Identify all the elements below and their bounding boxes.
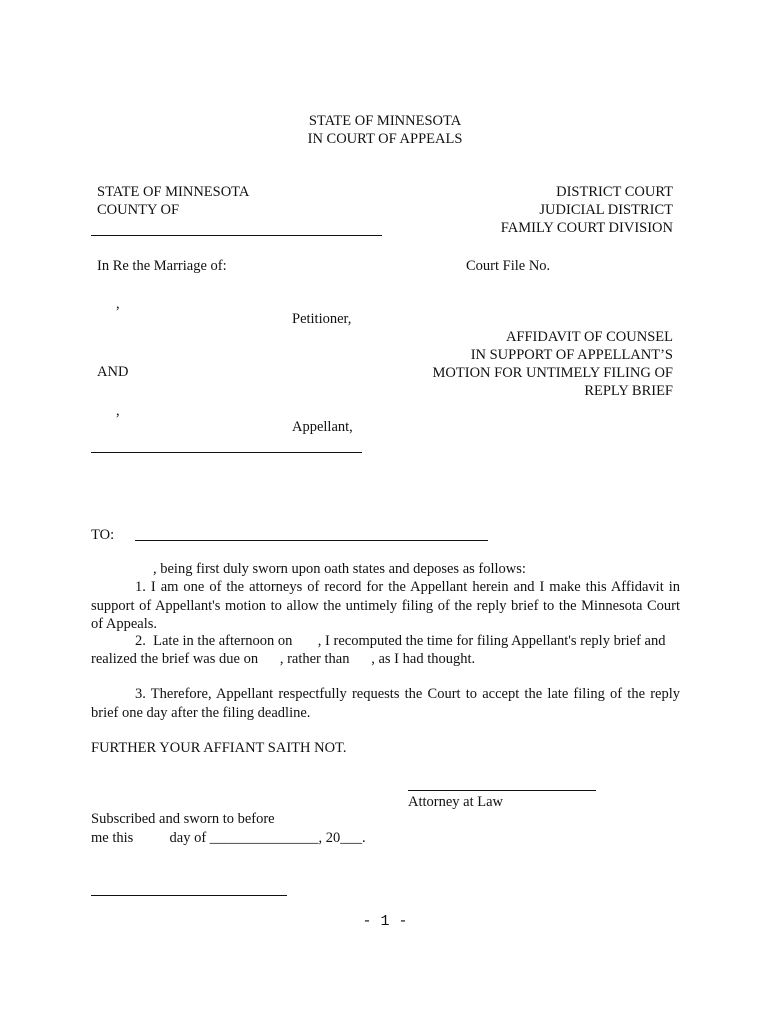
court-state-heading: STATE OF MINNESOTA <box>308 113 462 129</box>
and-label: AND <box>97 364 129 380</box>
title-line-4: REPLY BRIEF <box>584 383 673 399</box>
paragraph-2-line-2: realized the brief was due on , rather than , as I had thought. <box>91 651 476 667</box>
to-label: TO: <box>91 527 115 543</box>
venue-state: STATE OF MINNESOTA <box>97 184 250 200</box>
in-re-marriage: In Re the Marriage of: <box>97 258 227 274</box>
page-number: - 1 - <box>362 913 408 930</box>
family-court-division: FAMILY COURT DIVISION <box>500 220 673 236</box>
title-line-2: IN SUPPORT OF APPELLANT’S <box>470 347 673 363</box>
title-line-3: MOTION FOR UNTIMELY FILING OF <box>432 365 673 381</box>
appellant-name-comma: , <box>116 403 120 419</box>
title-line-1: AFFIDAVIT OF COUNSEL <box>505 329 673 345</box>
paragraph-2-line-1: 2. Late in the afternoon on , I recomputed the time for filing Appellant's reply brief and <box>135 633 666 649</box>
affiant-intro: , being first duly sworn upon oath states and deposes as follows: <box>153 561 526 577</box>
sworn-date-line: me this day of _______________, 20___. <box>91 830 366 846</box>
attorney-at-law-label: Attorney at Law <box>408 794 504 810</box>
court-file-no: Court File No. <box>466 258 551 274</box>
petitioner-label: Petitioner, <box>292 311 352 327</box>
appellant-label: Appellant, <box>292 419 353 435</box>
venue-county: COUNTY OF <box>97 202 180 218</box>
court-name-heading: IN COURT OF APPEALS <box>307 131 463 147</box>
to-rule <box>135 540 488 541</box>
subscribed-line: Subscribed and sworn to before <box>91 811 275 827</box>
further-affiant: FURTHER YOUR AFFIANT SAITH NOT. <box>91 740 347 756</box>
notary-signature-rule <box>91 895 287 896</box>
petitioner-name-comma: , <box>116 296 120 312</box>
paragraph-3: 3. Therefore, Appellant respectfully requests the Court to accept the late filing of the reply brief one day after the filing deadline. <box>91 686 680 721</box>
district-court: DISTRICT COURT <box>556 184 673 200</box>
county-rule <box>91 235 382 236</box>
judicial-district: JUDICIAL DISTRICT <box>539 202 673 218</box>
caption-rule <box>91 452 362 453</box>
paragraph-1: 1. I am one of the attorneys of record for the Appellant herein and I make this Affidavit in support of Appellant's motion to allow the untimely filing of the reply brief to the Minnesota Court of Appeals. <box>91 579 680 632</box>
signature-rule <box>408 790 596 791</box>
